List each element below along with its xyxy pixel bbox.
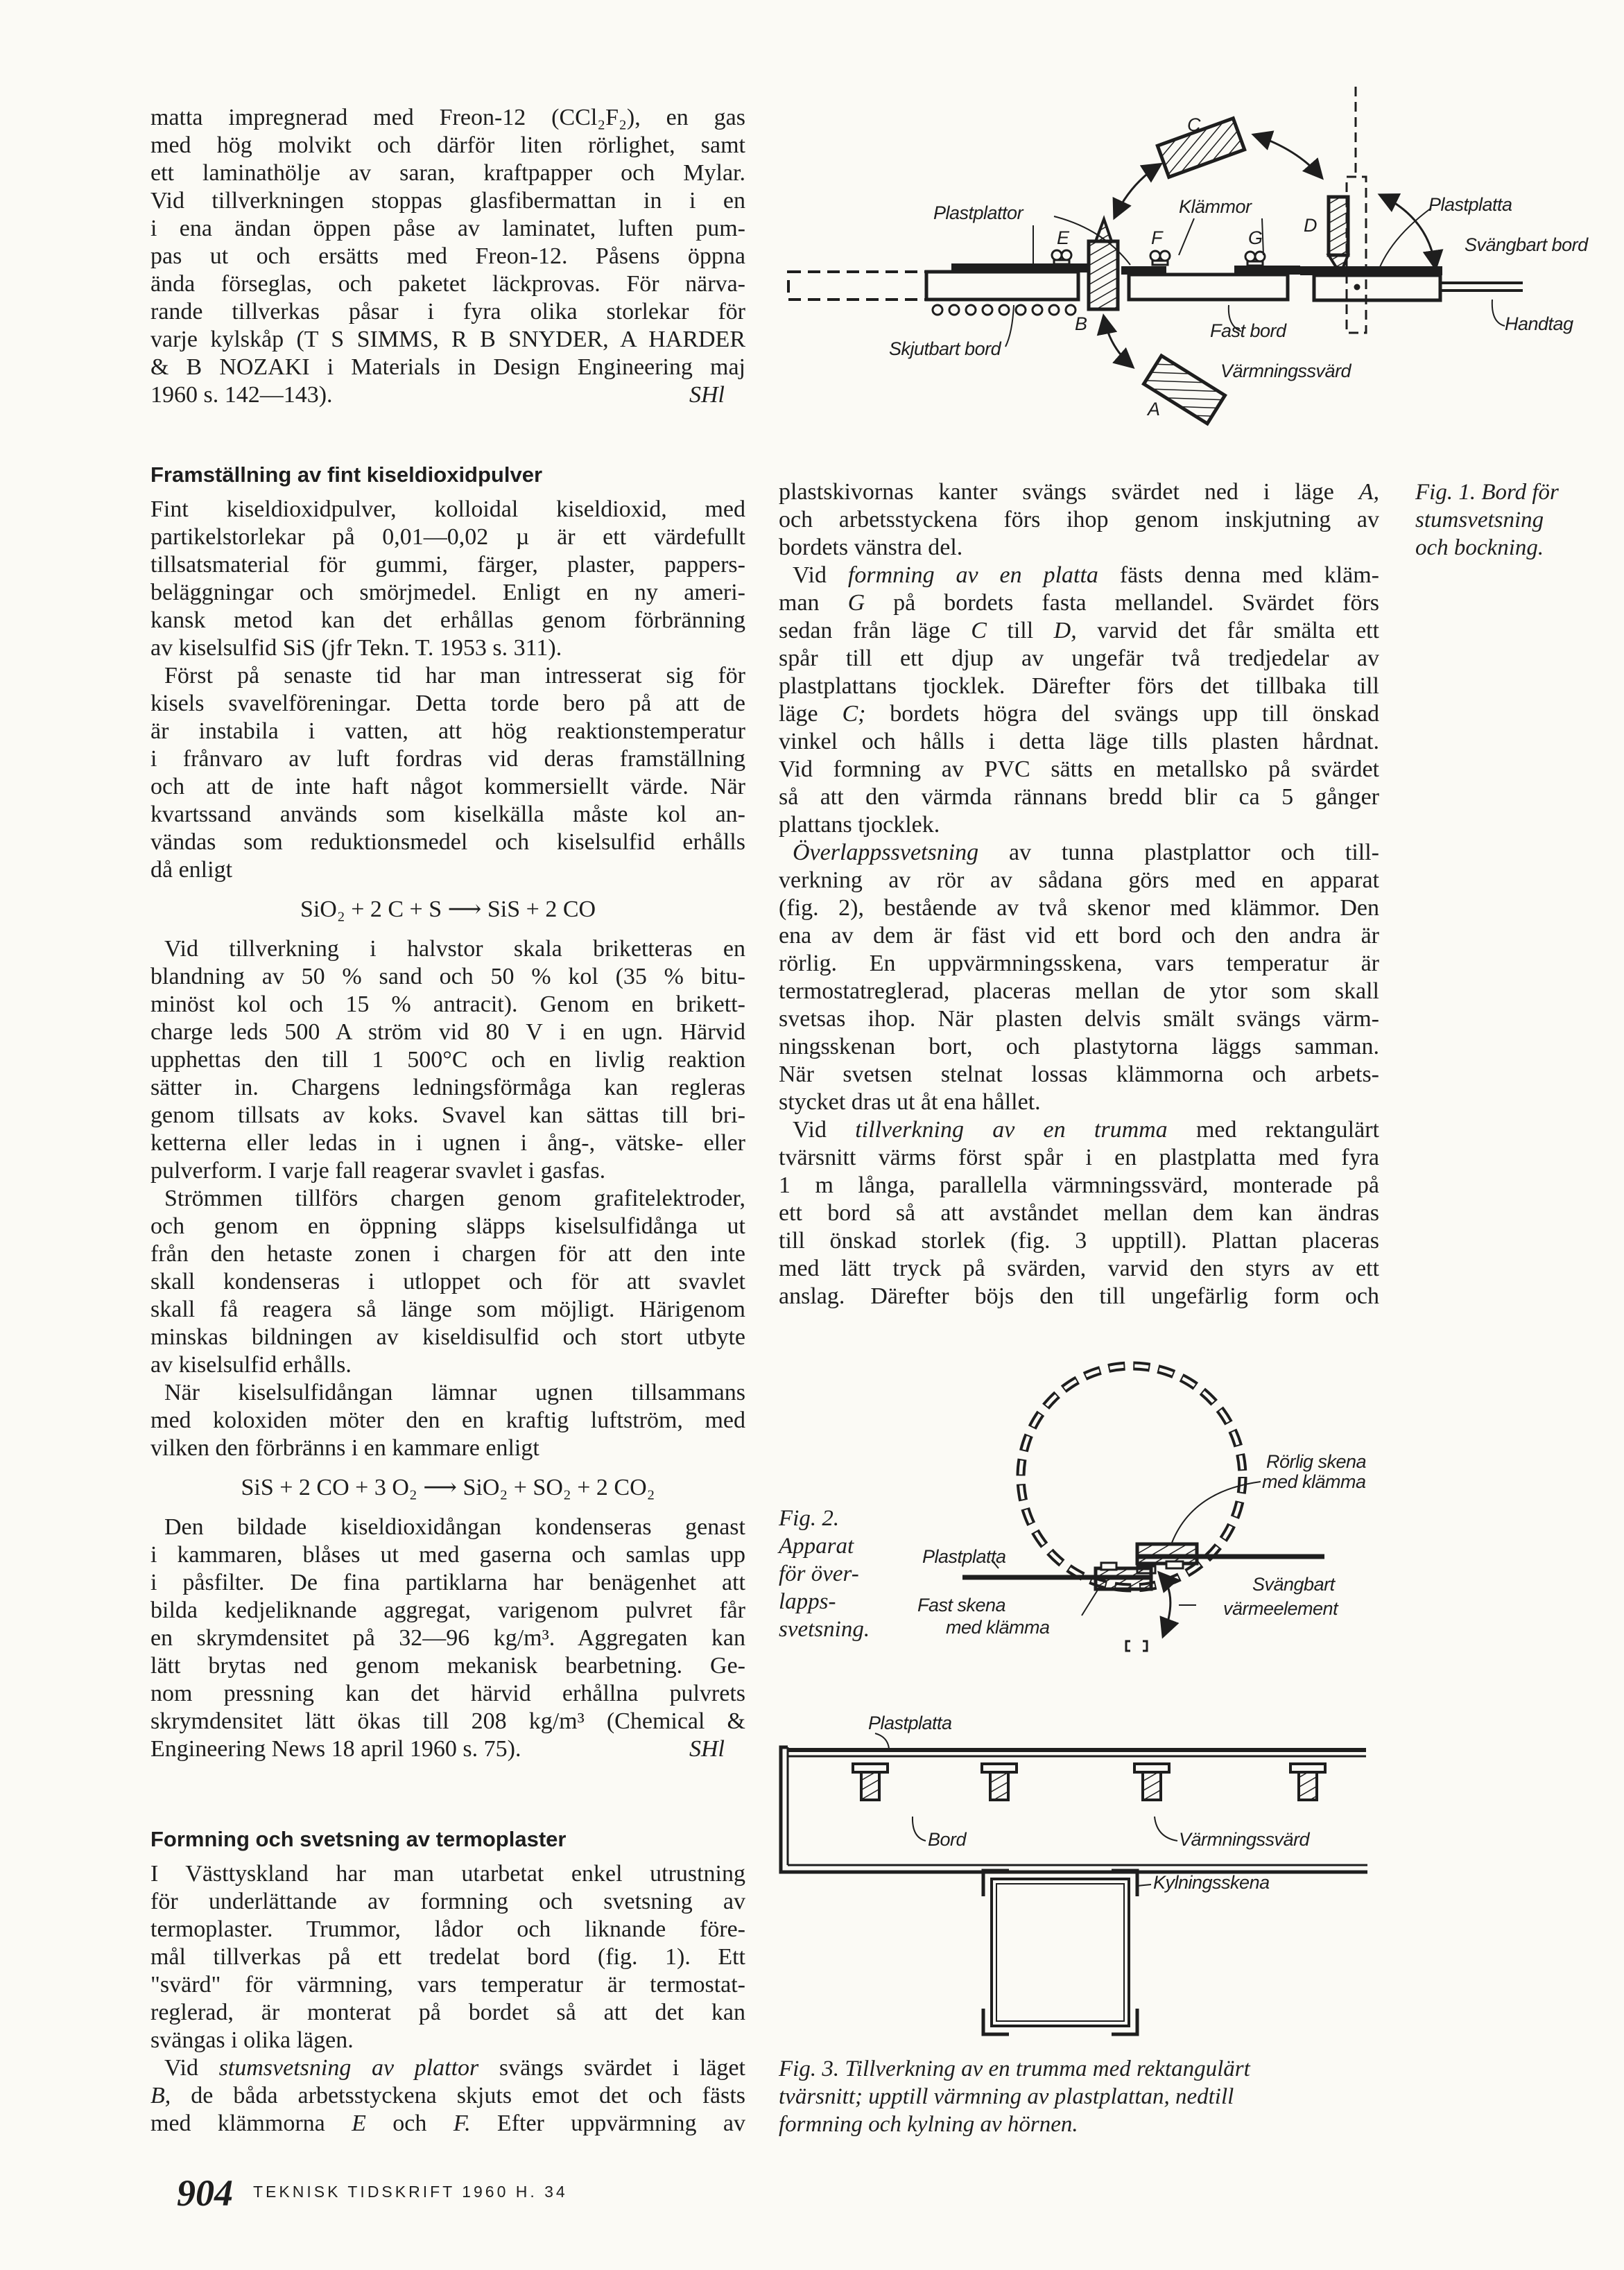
text-line: spår till ett djup av ungefär två tredjedelar av [779, 646, 1379, 671]
text-line: skrymdensitet lätt ökas till 208 kg/m³ (Chemical & [150, 1708, 745, 1734]
text-line: minöst kol och 15 % antracit). Genom en brikett- [150, 991, 745, 1017]
text-line: beläggningar och smörjmedel. Enligt en ny ameri- [150, 580, 745, 605]
text-segment: Vid [793, 1117, 856, 1143]
text-line: genom tillsats av koks. Svavel kan sättas till bri- [150, 1102, 745, 1128]
text-line: tvärsnitt värms först spår i en plastplatta med fyra [779, 1145, 1379, 1170]
fig2-label-fast-klamma: med klämma [946, 1617, 1050, 1638]
text-segment: Efter uppvärmning av [470, 2111, 745, 2136]
text-line: minskas bildningen av kiseldisulfid och stort utbyte [150, 1324, 745, 1350]
text-segment: Vid [164, 2055, 219, 2081]
chemical-equation: SiS + 2 CO + 3 O₂ ⟶ SiO₂ + SO₂ + 2 CO₂ [241, 1475, 655, 1500]
text-line: lätt brytas ned genom mekanisk bearbetning. Ge- [150, 1653, 745, 1679]
author-signature: SHl [689, 1736, 725, 1762]
paragraph [779, 1116, 1379, 1310]
text-line: ningsskenan bort, och plastytorna läggs samman. [779, 1034, 1379, 1059]
text-line: Vid tillverkning i halvstor skala briketteras en [164, 936, 745, 962]
text-line [150, 2082, 745, 2110]
text-segment: med klämmorna [150, 2111, 352, 2136]
text-segment: sedan från läge [779, 618, 971, 643]
caption-line: stumsvetsning [1415, 508, 1544, 532]
paragraph [150, 662, 745, 884]
text-line: för underlättande av formning och svetsning av [150, 1889, 745, 1914]
text-segment: man [779, 590, 848, 616]
page-number: 904 [177, 2172, 233, 2214]
text-line: tillsatsmaterial för gummi, färger, plaster, pappers- [150, 552, 745, 578]
text-line: så att den värmda rännans bredd blir ca 5 gånger [779, 784, 1379, 810]
fig1-label-c: C [1187, 114, 1200, 135]
fig2-label-rorlig-skena: Rörlig skena [1266, 1451, 1367, 1472]
paragraph [150, 104, 745, 409]
text-line: Den bildade kiseldioxidångan kondenseras genast [164, 1514, 745, 1540]
text-line: ända förseglas, och paketet läckprovas. För närva- [150, 271, 745, 297]
text-line: av kiselsulfid erhålls. [150, 1352, 352, 1378]
fig1-label-e: E [1057, 227, 1069, 248]
text-segment: de båda arbetsstyckena skjuts emot det och fästs [171, 2083, 745, 2108]
text-line: varje kylskåp (T S SIMMS, R B SNYDER, A HARDER [150, 327, 745, 352]
text-segment: fästs denna med kläm- [1098, 562, 1379, 588]
fig1-label-varmningssvard: Värmningssvärd [1220, 361, 1351, 381]
italic-text: Överlappssvetsning [793, 840, 979, 865]
text-line: charge leds 500 A ström vid 80 V i en ugn. Härvid [150, 1019, 745, 1045]
fig1-label-plastplattor: Plastplattor [933, 202, 1023, 223]
fig1-label-b: B [1075, 313, 1087, 334]
text-line: kvartssand används som kiselkälla måste kol an- [150, 802, 745, 827]
section-heading: Formning och svetsning av termoplaster [150, 1827, 567, 1851]
text-line: Först på senaste tid har man intresserat sig för [164, 663, 745, 688]
text-line: ett bord så att avståndet mellan dem kan ändras [779, 1200, 1379, 1226]
text-line: plattans tjocklek. [779, 812, 940, 838]
paragraph [150, 496, 745, 662]
fig3-label-plastplatta: Plastplatta [868, 1713, 952, 1733]
fig1-label-plastplatta: Plastplatta [1428, 194, 1512, 215]
text-line: i frånvaro av luft fordras vid deras framställning [150, 746, 745, 772]
text-line: matta impregnerad med Freon-12 (CCl₂F₂), en gas [150, 105, 745, 130]
caption-line: Fig. 1. Bord för [1415, 480, 1559, 505]
text-line: termoplaster. Trummor, lådor och liknande före- [150, 1916, 745, 1942]
text-line: upphettas den till 1 500°C och en livlig reaktion [150, 1047, 745, 1073]
text-line: Vid formning av PVC sätts en metallsko på svärdet [779, 756, 1379, 782]
fig2-label-svangbart: Svängbart [1252, 1574, 1335, 1595]
fig2-label-varmeelement: värmeelement [1223, 1598, 1338, 1619]
author-signature: SHl [689, 382, 725, 408]
text-segment: läge [779, 701, 843, 727]
italic-text: A, [1358, 479, 1379, 505]
text-line [150, 1735, 745, 1763]
text-segment: Engineering News 18 april 1960 s. 75). [150, 1736, 521, 1762]
italic-text: stumsvetsning av plattor [218, 2055, 479, 2081]
text-line: då enligt [150, 857, 233, 883]
text-line: anslag. Därefter böjs den till ungefärlig form och [779, 1283, 1379, 1309]
fig1-caption [1415, 478, 1559, 562]
text-line [779, 478, 1379, 506]
fig3-label-varmningssvard: Värmningssvärd [1179, 1829, 1310, 1850]
text-line: "svärd" för värmning, vars temperatur är termostat- [150, 1972, 745, 1998]
text-line: av kiselsulfid SiS (jfr Tekn. T. 1953 s. 311). [150, 635, 562, 661]
text-line: verkning av rör av sådana görs med en apparat [779, 867, 1379, 893]
caption-line: svetsning. [779, 1617, 870, 1642]
text-line: När kiselsulfidångan lämnar ugnen tillsammans [164, 1380, 745, 1405]
text-line [779, 1116, 1379, 1144]
text-line: kisels svavelföreningar. Detta torde bero på att de [150, 691, 745, 716]
text-line: rörlig. En uppvärmningsskena, vars temperatur är [779, 951, 1379, 976]
italic-text: B, [150, 2083, 171, 2108]
text-segment: av tunna plastplattor och till- [978, 840, 1379, 865]
text-segment: med rektangulärt [1167, 1117, 1379, 1143]
text-line: stycket dras ut åt ena hållet. [779, 1089, 1041, 1115]
figure-1-drawing [788, 87, 1523, 424]
paragraph [779, 839, 1379, 1116]
italic-text: E [352, 2111, 366, 2136]
text-line: svängas i olika lägen. [150, 2027, 354, 2053]
text-line: ena av dem är fäst vid ett bord och den andra är [779, 923, 1379, 948]
text-line: 1 m långa, parallella värmningssvärd, monterade på [779, 1172, 1379, 1198]
text-line: en skrymdensitet på 32—96 kg/m³. Aggregaten kan [150, 1625, 745, 1651]
text-line: bordets vänstra del. [779, 535, 963, 560]
right-text-column [779, 478, 1379, 1310]
text-line: i ena ändan öppen påse av laminatet, luften pum- [150, 216, 745, 241]
fig1-label-f: F [1151, 227, 1162, 248]
text-line: termostatreglerad, placeras mellan de ytor som skall [779, 978, 1379, 1004]
text-line: från den hetaste zonen i chargen för att den inte [150, 1241, 745, 1267]
text-line: partikelstorlekar på 0,01—0,02 µ är ett värdefullt [150, 524, 745, 550]
text-segment: till [986, 618, 1054, 643]
text-segment: bordets högra del svängs upp till önskad [865, 701, 1379, 727]
text-line: pulverform. I varje fall reagerar svavlet i gasfas. [150, 1158, 606, 1184]
text-line: När svetsen stelnat lossas klämmorna och arbets- [779, 1062, 1379, 1087]
text-line: Fint kiseldioxidpulver, kolloidal kiseldioxid, med [150, 496, 745, 522]
text-line: bilda kedjeliknande aggregat, varigenom pulvret får [150, 1597, 745, 1623]
text-line: vinkel och hålls i detta läge tills plasten hårdnat. [779, 729, 1379, 754]
caption-line: formning och kylning av hörnen. [779, 2112, 1078, 2137]
caption-line: Fig. 2. [779, 1506, 840, 1531]
text-line: skall få reagera så länge som möjligt. Härigenom [150, 1297, 745, 1322]
text-line [150, 2054, 745, 2082]
fig1-label-klammor: Klämmor [1179, 196, 1252, 217]
text-line: vändas som reduktionsmedel och kiselsulfid erhålls [150, 829, 745, 855]
text-segment: plastskivornas kanter svängs svärdet ned i läge [779, 479, 1359, 505]
text-line: I Västtyskland har man utarbetat enkel utrustning [150, 1861, 745, 1887]
fig2-label-plastplatta: Plastplatta [922, 1546, 1006, 1567]
text-line: reglerad, är monterat på bordet så att det kan [150, 2000, 745, 2025]
fig3-caption [779, 2055, 1250, 2138]
paragraph [150, 1185, 745, 1379]
text-line: till önskad storlek (fig. 3 upptill). Plattan placeras [779, 1228, 1379, 1254]
left-text-column [150, 104, 745, 2138]
text-line: svetsas ihop. När plasten delvis smält svängs värm- [779, 1006, 1379, 1032]
text-line: (fig. 2), bestående av två skenor med klämmor. Den [779, 895, 1379, 921]
paragraph [779, 478, 1379, 562]
paragraph [150, 2054, 745, 2138]
section-heading: Framställning av fint kiseldioxidpulver [150, 462, 543, 487]
fig1-label-fast-bord: Fast bord [1210, 320, 1286, 341]
text-line: nom pressning kan det härvid erhållna pulvrets [150, 1681, 745, 1706]
text-line: och genom en öppning släpps kiselsulfidånga ut [150, 1213, 745, 1239]
caption-line: för över- [779, 1561, 859, 1586]
fig1-label-svangbart-bord: Svängbart bord [1465, 234, 1588, 255]
text-line [779, 700, 1379, 728]
text-line: i påsfilter. De fina partiklarna har benägenhet att [150, 1570, 745, 1595]
fig3-label-kylningsskena: Kylningsskena [1153, 1872, 1270, 1893]
text-line: med lätt tryck på svärden, varvid den styrs av ett [779, 1256, 1379, 1281]
paragraph [150, 1379, 745, 1462]
text-line: med koloxiden möter den en kraftig luftström, med [150, 1407, 745, 1433]
fig1-label-handtag: Handtag [1505, 313, 1573, 334]
text-line: och arbetsstyckena förs ihop genom inskjutning av [779, 507, 1379, 532]
text-line: med hög molvikt och därför liten rörlighet, samt [150, 132, 745, 158]
italic-text: C [971, 618, 987, 643]
fig1-label-a: A [1148, 399, 1160, 419]
italic-text: formning av en platta [847, 562, 1098, 588]
text-line: pas ut och ersätts med Freon-12. Påsens öppna [150, 243, 745, 269]
italic-text: D, [1053, 618, 1077, 643]
text-segment: Vid [793, 562, 848, 588]
fig1-label-d: D [1304, 215, 1317, 236]
text-line: ketterna eller ledas in i ugnen i ång-, vätske- eller [150, 1130, 745, 1156]
italic-text: tillverkning av en trumma [855, 1117, 1168, 1143]
caption-line: Fig. 3. Tillverkning av en trumma med rektangulärt [779, 2056, 1250, 2081]
text-line: kansk metod kan det erhållas genom förbränning [150, 607, 745, 633]
fig2-label-fast-skena: Fast skena [917, 1595, 1006, 1615]
text-line: och att de inte haft något kommersiellt värde. När [150, 774, 745, 799]
text-segment: svängs svärdet i läget [478, 2055, 745, 2081]
fig1-label-skjutbart-bord: Skjutbart bord [889, 338, 1001, 359]
text-segment: varvid det får smälta ett [1076, 618, 1379, 643]
fig2-label-rorlig-klamma: med klämma [1262, 1471, 1366, 1492]
text-line: i kammaren, blåses ut med gaserna och samlas upp [150, 1542, 745, 1568]
text-line: Strömmen tillförs chargen genom grafitelektroder, [164, 1186, 745, 1211]
text-line [779, 617, 1379, 645]
text-line: mål tillverkas på ett tredelat bord (fig. 1). Ett [150, 1944, 745, 1970]
fig1-label-g: G [1248, 227, 1263, 248]
text-segment: 1960 s. 142—143). [150, 382, 333, 408]
text-line: skall kondenseras i utloppet och för att svavlet [150, 1269, 745, 1294]
caption-line: Apparat [779, 1534, 854, 1559]
fig2-caption [779, 1505, 870, 1643]
text-line: plastplattans tjocklek. Därefter förs det tillbaka till [779, 673, 1379, 699]
text-line: & B NOZAKI i Materials in Design Engineering maj [150, 354, 745, 380]
italic-text: G [847, 590, 865, 616]
text-line: är instabila i vatten, att hög reaktionstemperatur [150, 718, 745, 744]
text-line [779, 589, 1379, 617]
journal-footer: TEKNISK TIDSKRIFT 1960 H. 34 [253, 2183, 568, 2201]
chemical-equation: SiO₂ + 2 C + S ⟶ SiS + 2 CO [300, 896, 596, 922]
text-line: Vid tillverkningen stoppas glasfibermattan in i en [150, 188, 745, 214]
paragraph [779, 562, 1379, 839]
caption-line: lapps- [779, 1589, 836, 1614]
text-line: blandning av 50 % sand och 50 % kol (35 % bitu- [150, 964, 745, 989]
figure-3-drawing [781, 1733, 1367, 2034]
text-segment: och [365, 2111, 453, 2136]
fig3-label-bord: Bord [928, 1829, 967, 1850]
text-line [150, 2110, 745, 2138]
text-line: vilken den förbränns i en kammare enligt [150, 1435, 539, 1461]
italic-text: C; [842, 701, 866, 727]
paragraph [150, 935, 745, 1185]
caption-line: och bockning. [1415, 535, 1544, 560]
text-line [150, 381, 745, 409]
text-segment: på bordets fasta mellandel. Svärdet förs [865, 590, 1379, 616]
text-line [779, 839, 1379, 867]
text-line: ett laminathölje av saran, kraftpapper och Mylar. [150, 160, 745, 186]
text-line: sätter in. Chargens ledningsförmåga kan regleras [150, 1075, 745, 1100]
caption-line: tvärsnitt; upptill värmning av plastplattan, nedtill [779, 2084, 1234, 2109]
italic-text: F. [453, 2111, 471, 2136]
text-line [779, 562, 1379, 589]
paragraph [150, 1514, 745, 1763]
paragraph [150, 1860, 745, 2054]
text-line: rande tillverkas påsar i fyra olika storlekar för [150, 299, 745, 324]
